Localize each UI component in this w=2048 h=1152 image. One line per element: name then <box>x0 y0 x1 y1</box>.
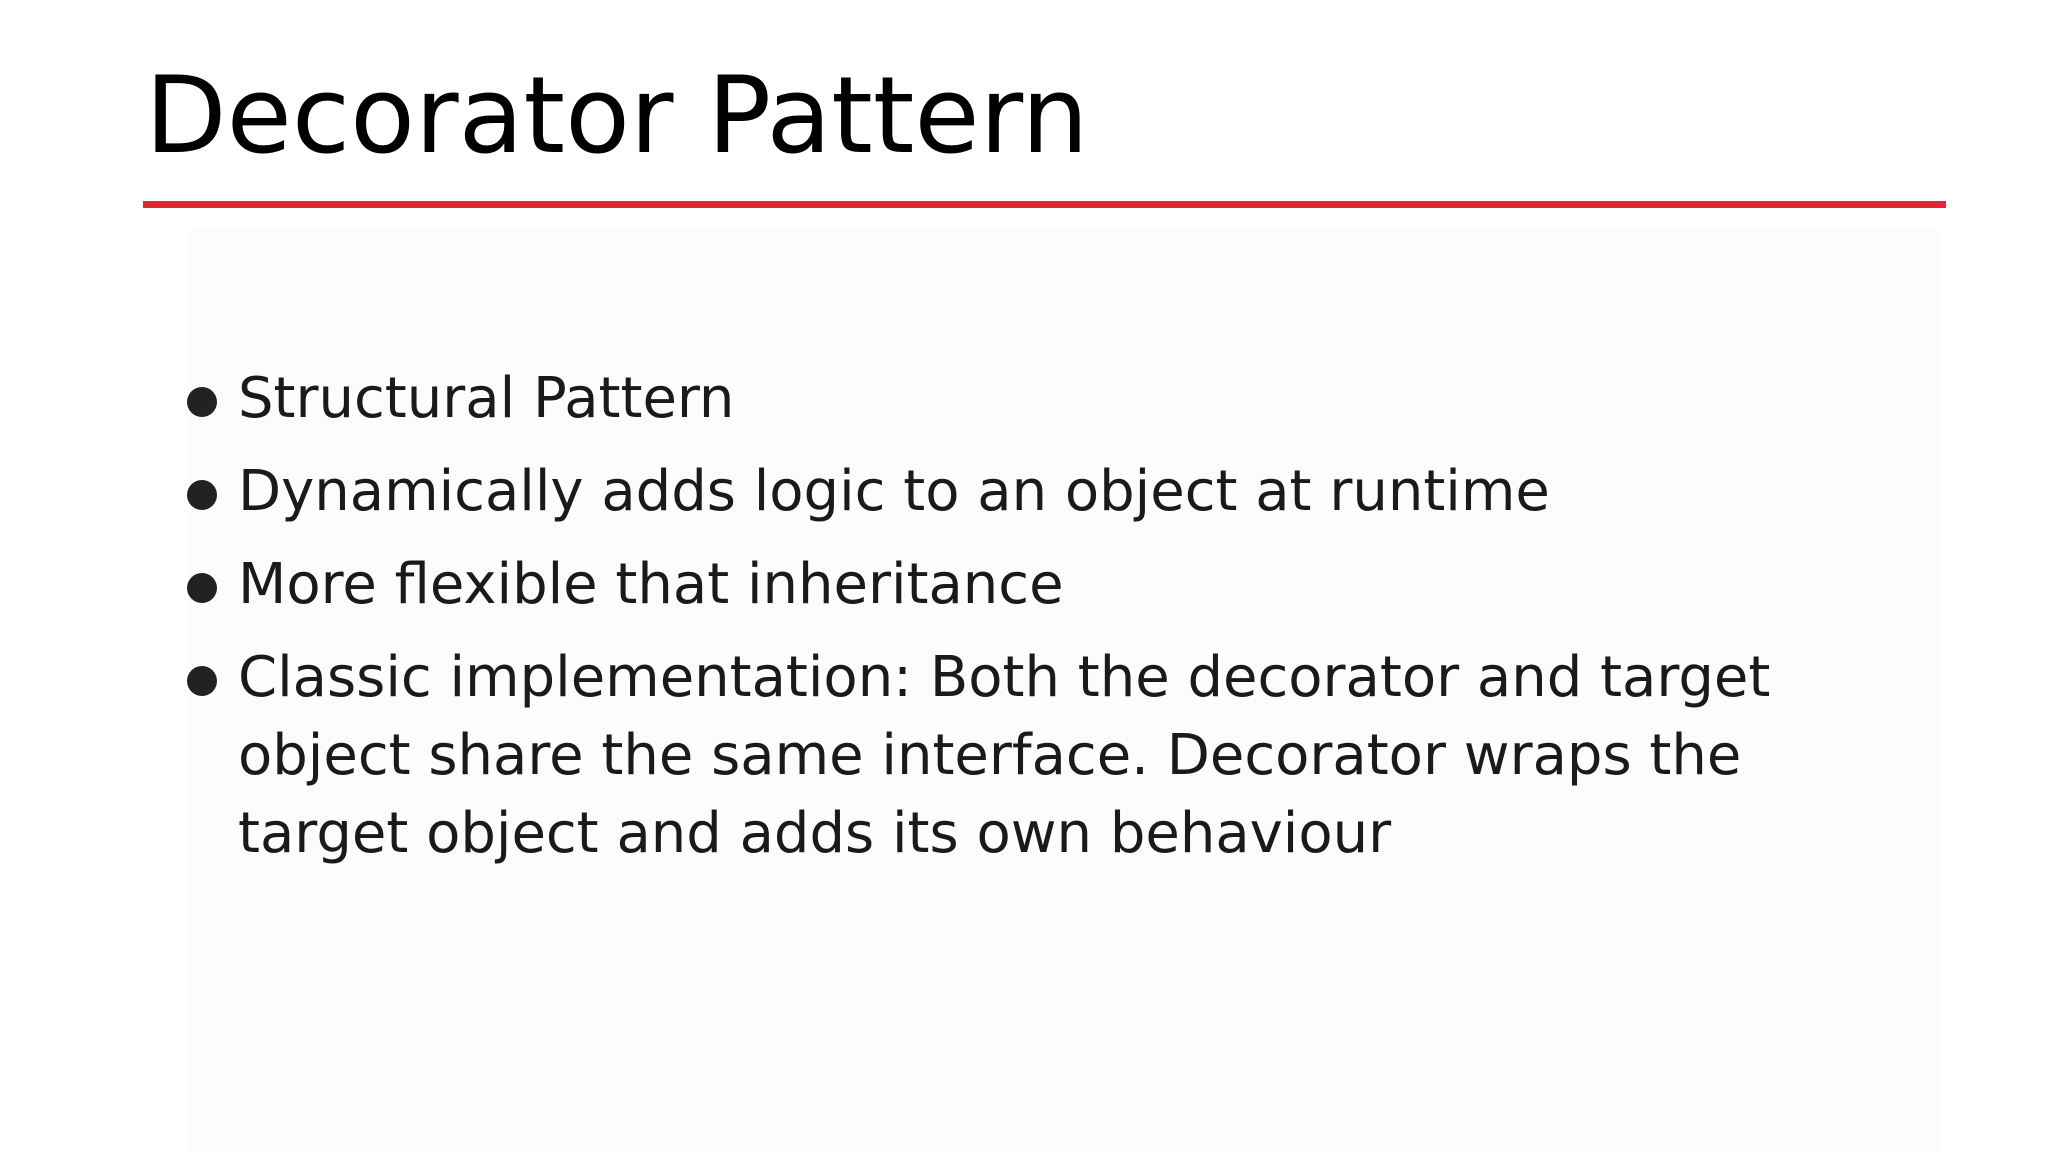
slide-title: Decorator Pattern <box>145 54 1089 177</box>
bullet-dot-icon <box>187 573 217 603</box>
title-underline <box>143 201 1946 208</box>
bullet-text: Classic implementation: Both the decorator and target object share the same interface. Decorator wraps the target object and adds its own behaviour <box>238 645 1771 866</box>
bullet-list <box>185 360 1885 888</box>
bullet-text: More flexible that inheritance <box>238 552 1064 617</box>
bullet-item <box>185 546 1885 624</box>
bullet-text: Structural Pattern <box>238 366 735 431</box>
bullet-item <box>185 360 1885 438</box>
bullet-text: Dynamically adds logic to an object at runtime <box>238 459 1550 524</box>
bullet-dot-icon <box>187 387 217 417</box>
bullet-dot-icon <box>187 666 217 696</box>
bullet-item <box>185 639 1885 873</box>
bullet-dot-icon <box>187 480 217 510</box>
bullet-item <box>185 453 1885 531</box>
